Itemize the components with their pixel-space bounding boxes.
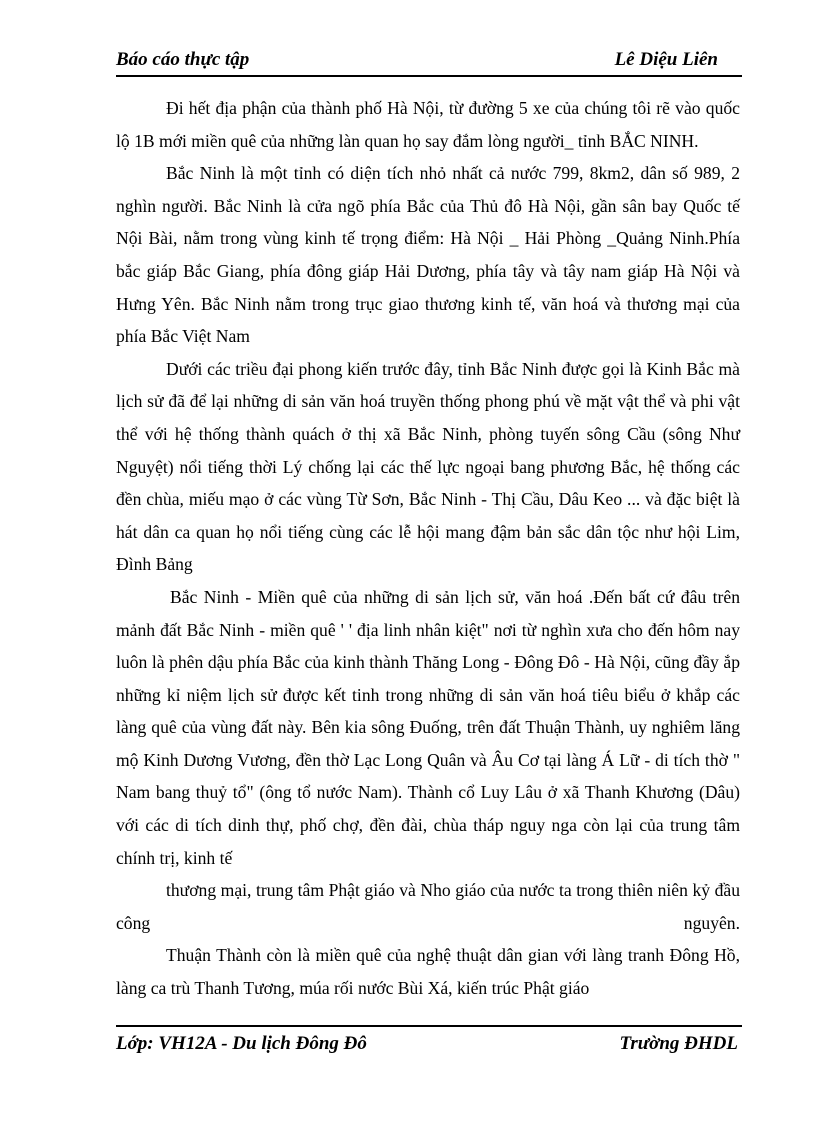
paragraph-history: Dưới các triều đại phong kiến trước đây, tỉnh Bắc Ninh được gọi là Kinh Bắc mà lịch sử đã để lại những di sản văn hoá truyền thống phong phú về mặt vật thể và phi vật thể với hệ thống thành quách ở thị xã Bắc Ninh, phòng tuyến sông Cầu (sông Như Nguyệt) nổi tiếng thời Lý chống lại các thế lực ngoại bang phương Bắc, hệ thống các đền chùa, miếu mạo ở các vùng Từ Sơn, Bắc Ninh - Thị Cầu, Dâu Keo ... và đặc biệt là hát dân ca quan họ nổi tiếng cùng các lễ hội mang đậm bản sắc dân tộc như hội Lim, Đình Bảng [116, 358, 740, 575]
paragraph-geography: Bắc Ninh là một tỉnh có diện tích nhỏ nhất cả nước 799, 8km2, dân số 989, 2 nghìn người. Bắc Ninh là cửa ngõ phía Bắc của Thủ đô Hà Nội, gần sân bay Quốc tế Nội Bài, nằm trong vùng kinh tế trọng điểm: Hà Nội _ Hải Phòng _Quảng Ninh.Phía bắc giáp Bắc Giang, phía đông giáp Hải Dương, phía tây và tây nam giáp Hà Nội và Hưng Yên. Bắc Ninh nằm trong trục giao thương kinh tế, văn hoá và thương mại của phía Bắc Việt Nam [116, 163, 740, 347]
paragraph-folk-art: Thuận Thành còn là miền quê của nghệ thuật dân gian với làng tranh Đông Hồ, làng ca trù Thanh Tương, múa rối nước Bùi Xá, kiến trúc Phật giáo [116, 945, 740, 999]
header-title: Báo cáo thực tập [116, 49, 250, 70]
paragraph-intro: Đi hết địa phận của thành phố Hà Nội, từ đường 5 xe của chúng tôi rẽ vào quốc lộ 1B mới miền quê của những làn quan họ say đắm lòng người_ tỉnh BẮC NINH. [116, 98, 740, 151]
footer-school: Trường ĐHDL [619, 1033, 738, 1054]
document-body [116, 92, 740, 1005]
page-footer [116, 1025, 742, 1054]
page-header [116, 47, 742, 77]
footer-class: Lớp: VH12A - Du lịch Đông Đô [116, 1033, 367, 1054]
header-author: Lê Diệu Liên [614, 49, 718, 70]
paragraph-heritage-continued: thương mại, trung tâm Phật giáo và Nho giáo của nước ta trong thiên niên kỷ đầu công nguyên. [116, 880, 740, 933]
paragraph-heritage: Bắc Ninh - Miền quê của những di sản lịch sử, văn hoá .Đến bất cứ đâu trên mảnh đất Bắc Ninh - miền quê ' ' địa linh nhân kiệt" nơi từ nghìn xưa cho đến hôm nay luôn là phên dậu phía Bắc của kinh thành Thăng Long - Đông Đô - Hà Nội, cũng đầy ắp những kỉ niệm lịch sử được kết tinh trong những di sản văn hoá tiêu biểu ở khắp các làng quê của vùng đất này. Bên kia sông Đuống, trên đất Thuận Thành, uy nghiêm lăng mộ Kinh Dương Vương, đền thờ Lạc Long Quân và Âu Cơ tại làng Á Lữ - di tích thờ " Nam bang thuỷ tổ" (ông tổ nước Nam). Thành cổ Luy Lâu ở xã Thanh Khương (Dâu) với các di tích dinh thự, phố chợ, đền đài, chùa tháp nguy nga còn lại của trung tâm chính trị, kinh tế [116, 586, 740, 868]
